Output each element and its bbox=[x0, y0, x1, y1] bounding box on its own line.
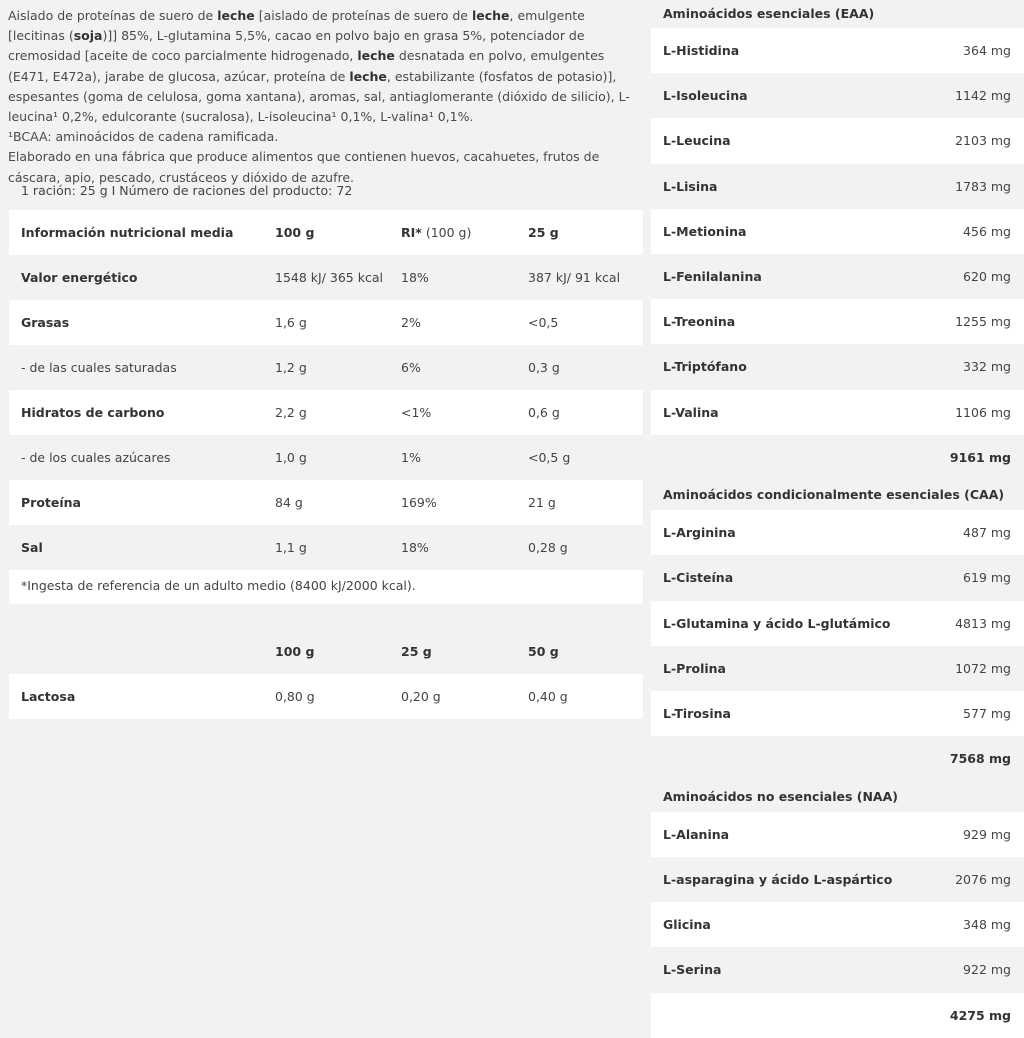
nutrition-value: 0,6 g bbox=[528, 405, 560, 420]
lactose-value: 0,80 g bbox=[275, 689, 315, 704]
amino-name: L-Serina bbox=[663, 962, 722, 978]
nutrition-value: 2% bbox=[401, 315, 421, 330]
amino-name: L-Treonina bbox=[663, 314, 736, 330]
nutrition-header-label: Información nutricional media bbox=[21, 225, 234, 240]
nutrition-value: 18% bbox=[401, 540, 429, 555]
nutrition-row bbox=[9, 390, 643, 435]
nutrition-label: Hidratos de carbono bbox=[21, 405, 165, 420]
amino-name: L-Triptófano bbox=[663, 359, 747, 375]
amino-row bbox=[651, 601, 1024, 646]
nutrition-value: 1548 kJ/ 365 kcal bbox=[275, 270, 383, 285]
nutrition-label: Sal bbox=[21, 540, 43, 555]
amino-value: 1106 mg bbox=[955, 404, 1011, 420]
amino-row bbox=[651, 118, 1024, 163]
nutrition-row bbox=[9, 345, 643, 390]
amino-row bbox=[651, 555, 1024, 600]
lactose-table bbox=[9, 629, 643, 719]
amino-name: L-Alanina bbox=[663, 826, 730, 842]
amino-value: 1142 mg bbox=[955, 88, 1011, 104]
amino-name: L-Valina bbox=[663, 404, 719, 420]
ingredient-text: ¹BCAA: aminoácidos de cadena ramificada. bbox=[8, 129, 279, 145]
amino-name: L-Lisina bbox=[663, 178, 718, 194]
amino-name: L-Histidina bbox=[663, 43, 740, 58]
amino-row bbox=[651, 902, 1024, 947]
amino-total-row bbox=[651, 736, 1024, 782]
nutrition-value: 1,0 g bbox=[275, 450, 307, 465]
nutrition-header-25g: 25 g bbox=[528, 225, 559, 240]
lactose-value: 0,40 g bbox=[528, 689, 568, 704]
amino-value: 364 mg bbox=[963, 43, 1011, 58]
nutrition-value: 6% bbox=[401, 360, 421, 375]
ingredient-text: Aislado de proteínas de suero de bbox=[8, 8, 218, 23]
amino-total-value: 4275 mg bbox=[949, 1007, 1011, 1023]
amino-name: L-Glutamina y ácido L-glutámico bbox=[663, 615, 891, 631]
amino-name: L-Fenilalanina bbox=[663, 268, 762, 284]
amino-value: 577 mg bbox=[963, 706, 1011, 722]
nutrition-footnote: *Ingesta de referencia de un adulto medio (8400 kJ/2000 kcal). bbox=[9, 570, 643, 604]
nutrition-header-ri: RI* (100 g) bbox=[401, 225, 472, 240]
lactose-header-100g: 100 g bbox=[275, 644, 315, 659]
amino-value: 332 mg bbox=[963, 359, 1011, 375]
nutrition-row bbox=[9, 480, 643, 525]
amino-row bbox=[651, 812, 1024, 857]
nutrition-value: 1% bbox=[401, 450, 421, 465]
ingredient-text: , emulgente [lecitinas ( bbox=[8, 8, 585, 44]
nutrition-label: Proteína bbox=[21, 495, 81, 510]
lactose-value: 0,20 g bbox=[401, 689, 441, 704]
amino-row bbox=[651, 254, 1024, 299]
allergen-text: leche bbox=[471, 8, 510, 23]
nutrition-row bbox=[9, 300, 643, 345]
nutrition-row bbox=[9, 435, 643, 480]
amino-name: L-Leucina bbox=[663, 133, 731, 149]
amino-name: L-Isoleucina bbox=[663, 88, 748, 104]
nutrition-row bbox=[9, 525, 643, 570]
nutrition-row bbox=[9, 255, 643, 300]
lactose-header-25g: 25 g bbox=[401, 644, 432, 659]
ingredients-line bbox=[8, 127, 636, 147]
nutrition-value: 18% bbox=[401, 270, 429, 285]
amino-section-title: Aminoácidos esenciales (EAA) bbox=[663, 6, 875, 21]
amino-row bbox=[651, 947, 1024, 992]
amino-row bbox=[651, 299, 1024, 344]
nutrition-label: Grasas bbox=[21, 315, 70, 330]
amino-value: 1072 mg bbox=[955, 660, 1011, 676]
ingredients-text bbox=[0, 0, 636, 188]
amino-total-value: 9161 mg bbox=[949, 449, 1011, 465]
amino-row bbox=[651, 510, 1024, 555]
amino-value: 487 mg bbox=[963, 525, 1011, 541]
ingredient-text: desnatada en polvo, emulgentes (E471, E472a), jarabe de glucosa, azúcar, proteína de bbox=[8, 48, 605, 84]
amino-name: L-asparagina y ácido L-aspártico bbox=[663, 872, 893, 887]
amino-row bbox=[651, 164, 1024, 209]
amino-value: 922 mg bbox=[963, 962, 1011, 978]
lactose-header-50g: 50 g bbox=[528, 644, 559, 659]
amino-total-row bbox=[651, 435, 1024, 481]
ingredient-text: [aislado de proteínas de suero de bbox=[254, 8, 472, 23]
amino-row bbox=[651, 646, 1024, 691]
allergen-text: leche bbox=[217, 8, 255, 23]
amino-row bbox=[651, 73, 1024, 118]
serving-info: 1 ración: 25 g I Número de raciones del producto: 72 bbox=[21, 183, 353, 198]
ingredient-text: , estabilizante (fosfatos de potasio)], espesantes (goma de celulosa, goma xantana), aromas, sal, antiaglomerante (dióxido de silicio), L-leucina¹ 0,2%, edulcorante (sucralosa), L-isoleucina¹ 0,1%, L-valina¹ 0,1%. bbox=[8, 68, 630, 125]
amino-section-title: Aminoácidos condicionalmente esenciales (CAA) bbox=[663, 487, 1005, 503]
amino-value: 1783 mg bbox=[955, 178, 1011, 194]
ingredients-line bbox=[8, 6, 636, 127]
amino-name: L-Prolina bbox=[663, 660, 726, 676]
amino-name: Glicina bbox=[663, 917, 711, 933]
allergen-text: leche bbox=[349, 68, 387, 84]
amino-value: 4813 mg bbox=[955, 615, 1011, 631]
nutrition-value: 2,2 g bbox=[275, 405, 307, 420]
nutrition-value: 1,6 g bbox=[275, 315, 307, 330]
left-column bbox=[0, 0, 643, 704]
amino-name: L-Cisteína bbox=[663, 570, 734, 586]
nutrition-label: Valor energético bbox=[21, 270, 138, 285]
nutrition-label: - de las cuales saturadas bbox=[21, 360, 177, 375]
lactose-header-row bbox=[9, 629, 643, 674]
nutrition-value: <0,5 g bbox=[528, 450, 571, 465]
nutrition-value: 0,3 g bbox=[528, 360, 560, 375]
nutrition-value: 0,28 g bbox=[528, 540, 568, 555]
amino-value: 929 mg bbox=[963, 826, 1011, 842]
amino-value: 2103 mg bbox=[955, 133, 1011, 149]
amino-row bbox=[651, 691, 1024, 736]
nutrition-header-row bbox=[9, 210, 643, 255]
allergen-text: soja bbox=[73, 28, 103, 44]
amino-value: 1255 mg bbox=[955, 314, 1011, 330]
amino-name: L-Arginina bbox=[663, 525, 736, 541]
allergen-text: leche bbox=[357, 48, 395, 64]
amino-row bbox=[651, 344, 1024, 389]
amino-name: L-Tirosina bbox=[663, 706, 731, 722]
nutrition-value: <0,5 bbox=[528, 315, 559, 330]
amino-acid-panel bbox=[651, 0, 1024, 1038]
amino-row bbox=[651, 390, 1024, 435]
amino-total-row bbox=[651, 993, 1024, 1038]
nutrition-value: 21 g bbox=[528, 495, 556, 510]
amino-row bbox=[651, 209, 1024, 254]
amino-row bbox=[651, 28, 1024, 73]
amino-value: 2076 mg bbox=[955, 872, 1011, 887]
nutrition-value: 169% bbox=[401, 495, 437, 510]
nutrition-value: 84 g bbox=[275, 495, 303, 510]
nutrition-value: 1,1 g bbox=[275, 540, 307, 555]
ingredient-text: Elaborado en una fábrica que produce alimentos que contienen huevos, cacahuetes, frutos de cáscara, apio, pescado, crustáceos y dióxido de azufre. bbox=[8, 149, 600, 185]
amino-value: 456 mg bbox=[963, 223, 1011, 239]
amino-value: 620 mg bbox=[963, 268, 1011, 284]
nutrition-value: 1,2 g bbox=[275, 360, 307, 375]
ingredient-text: )]] 85%, L-glutamina 5,5%, cacao en polvo bajo en grasa 5%, potenciador de cremosidad [aceite de coco parcialmente hidrogenado, bbox=[8, 28, 585, 64]
lactose-row bbox=[9, 674, 643, 719]
nutrition-label: - de los cuales azúcares bbox=[21, 450, 171, 465]
nutrition-table bbox=[9, 210, 643, 604]
amino-total-value: 7568 mg bbox=[949, 751, 1011, 767]
nutrition-value: <1% bbox=[401, 405, 432, 420]
nutrition-header-100g: 100 g bbox=[275, 225, 315, 240]
amino-name: L-Metionina bbox=[663, 223, 747, 239]
amino-value: 619 mg bbox=[963, 570, 1011, 586]
amino-value: 348 mg bbox=[963, 917, 1011, 933]
amino-row bbox=[651, 857, 1024, 902]
lactose-label: Lactosa bbox=[21, 689, 76, 704]
nutrition-value: 387 kJ/ 91 kcal bbox=[528, 270, 621, 285]
amino-section-title: Aminoácidos no esenciales (NAA) bbox=[663, 788, 898, 804]
